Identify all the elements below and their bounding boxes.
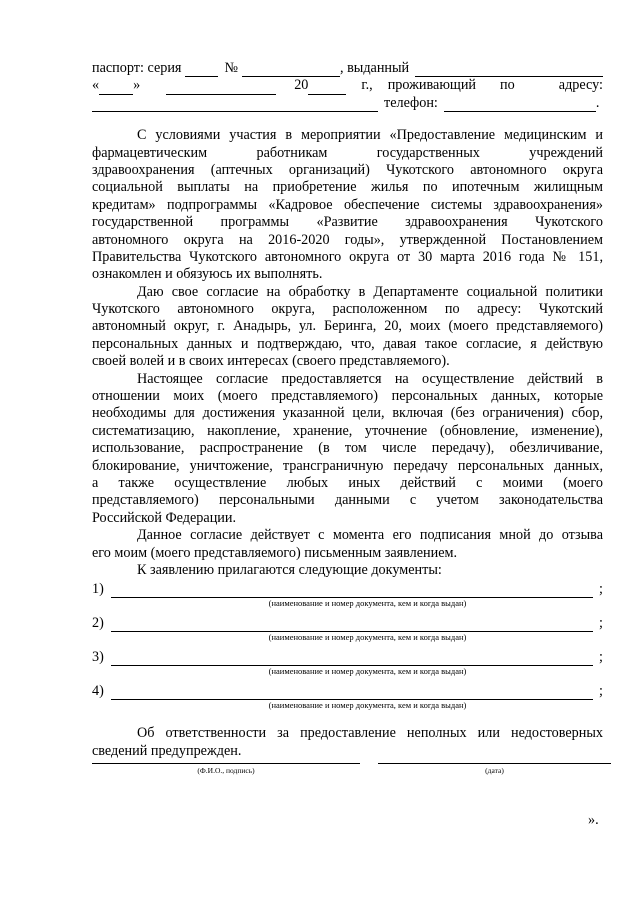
text-line: использование, распространение (в том числе передачу), обезличивание, — [92, 440, 603, 457]
document-row — [92, 615, 603, 632]
text-line: сведений предупрежден. — [92, 742, 242, 759]
document-number: 1) — [92, 580, 104, 597]
year-prefix: 20 — [294, 77, 309, 94]
text-line: автономный округ, г. Анадырь, ул. Беринга, 20, моих (моего представляемого) — [92, 318, 603, 335]
text-line: персональных данных и подтверждаю, что, давая такое согласие, я действую — [92, 335, 603, 352]
text-line: фармацевтическим работникам государственных учреждений — [92, 144, 603, 161]
phone-label: телефон: — [384, 94, 438, 111]
text-line: здравоохранения (аптечных организаций) Чукотского автономного округа — [92, 161, 603, 178]
document-end: ; — [599, 580, 603, 597]
closing-quote: ». — [588, 812, 599, 828]
document-hint: (наименование и номер документа, кем и когда выдан) — [268, 598, 467, 609]
passport-line — [92, 60, 603, 77]
document-number: 3) — [92, 648, 104, 665]
date-field[interactable] — [378, 758, 611, 764]
document-end: ; — [599, 682, 603, 699]
text-line: автономного округа на 2016-2020 годы», утвержденной Постановлением — [92, 231, 603, 248]
text-line: блокирование, уничтожение, трансграничную передачу персональных данных, — [92, 457, 603, 474]
fio-caption: (Ф.И.О., подпись) — [197, 766, 255, 775]
address-phone-line — [92, 95, 603, 112]
document-field[interactable] — [111, 652, 593, 666]
text-line: Чукотского автономного округа, расположенном по адресу: Чукотский — [92, 301, 603, 318]
document-number: 2) — [92, 614, 104, 631]
document-row — [92, 683, 603, 700]
date-address-line — [92, 77, 603, 94]
document-hint: (наименование и номер документа, кем и когда выдан) — [268, 632, 467, 643]
document-field[interactable] — [111, 618, 593, 632]
text-line: К заявлению прилагаются следующие документы: — [137, 561, 442, 578]
document-row — [92, 649, 603, 666]
passport-series-field[interactable] — [185, 63, 218, 77]
text-line: отношении моих (моего представляемого) персональных данных, которые — [92, 388, 603, 405]
text-line: Российской Федерации. — [92, 509, 237, 526]
address-field[interactable] — [92, 98, 378, 112]
document-end: ; — [599, 648, 603, 665]
quote-close: » — [133, 77, 141, 94]
year-suffix: г., — [361, 77, 373, 94]
number-sign: № — [224, 59, 238, 76]
documents-list — [92, 581, 603, 713]
fio-signature-field[interactable] — [92, 758, 360, 764]
issued-label: , выданный — [340, 59, 410, 76]
issue-year-field[interactable] — [308, 81, 346, 95]
paragraph-attachments — [92, 562, 603, 579]
document-row — [92, 581, 603, 598]
paragraph-responsibility — [92, 725, 603, 760]
passport-number-field[interactable] — [242, 63, 340, 77]
phone-field[interactable] — [444, 98, 596, 112]
date-caption: (дата) — [485, 766, 504, 775]
text-line: Настоящее согласие предоставляется на осуществление действий в — [137, 370, 603, 387]
signature-block — [92, 758, 611, 778]
issue-day-field[interactable] — [99, 81, 133, 95]
text-line: представляемого) персональными данными с учетом законодательства — [92, 492, 603, 509]
text-line: социальной выплаты на приобретение жилья по ипотечным жилищным — [92, 179, 603, 196]
document-end: ; — [599, 614, 603, 631]
text-line: государственной программы «Развитие здравоохранения Чукотского — [92, 214, 603, 231]
text-line: своей волей и в своих интересах (своего представляемого). — [92, 353, 450, 370]
text-line: Даю свое согласие на обработку в Департаменте социальной политики — [137, 283, 603, 300]
text-line: С условиями участия в мероприятии «Предоставление медицинским и — [137, 127, 603, 144]
document-hint: (наименование и номер документа, кем и когда выдан) — [268, 700, 467, 711]
at-label: по — [500, 77, 515, 94]
text-line: его моим (моего представляемого) письменным заявлением. — [92, 544, 458, 561]
paragraph-validity — [92, 527, 603, 562]
document-number: 4) — [92, 682, 104, 699]
passport-label: паспорт: серия — [92, 59, 182, 76]
document-field[interactable] — [111, 686, 593, 700]
text-line: Данное согласие действует с момента его подписания мной до отзыва — [137, 527, 603, 544]
phone-end: . — [595, 94, 600, 111]
residing-label: проживающий — [387, 77, 477, 94]
paragraph-conditions — [92, 127, 603, 284]
text-line: систематизацию, накопление, хранение, уточнение (обновление, изменение), — [92, 422, 603, 439]
consent-form — [92, 60, 603, 760]
text-line: необходимы для достижения указанной цели, включая (без ограничения) сбор, — [92, 405, 603, 422]
text-line: Об ответственности за предоставление неполных или недостоверных — [137, 725, 603, 742]
text-line: а также осуществление любых иных действий с моими (моего — [92, 474, 603, 491]
document-field[interactable] — [111, 584, 593, 598]
paragraph-consent — [92, 284, 603, 371]
quote-open: « — [92, 77, 100, 94]
issued-by-field[interactable] — [415, 63, 603, 77]
text-line: ознакомлен и обязуюсь их выполнять. — [92, 266, 323, 283]
address-label: адресу: — [558, 77, 603, 94]
issue-month-field[interactable] — [166, 81, 276, 95]
paragraph-actions — [92, 371, 603, 528]
text-line: кредитам» подпрограммы «Кадровое обеспечение системы здравоохранения» — [92, 196, 603, 213]
document-hint: (наименование и номер документа, кем и когда выдан) — [268, 666, 467, 677]
text-line: Правительства Чукотского автономного округа от 30 марта 2016 года № 151, — [92, 248, 603, 265]
